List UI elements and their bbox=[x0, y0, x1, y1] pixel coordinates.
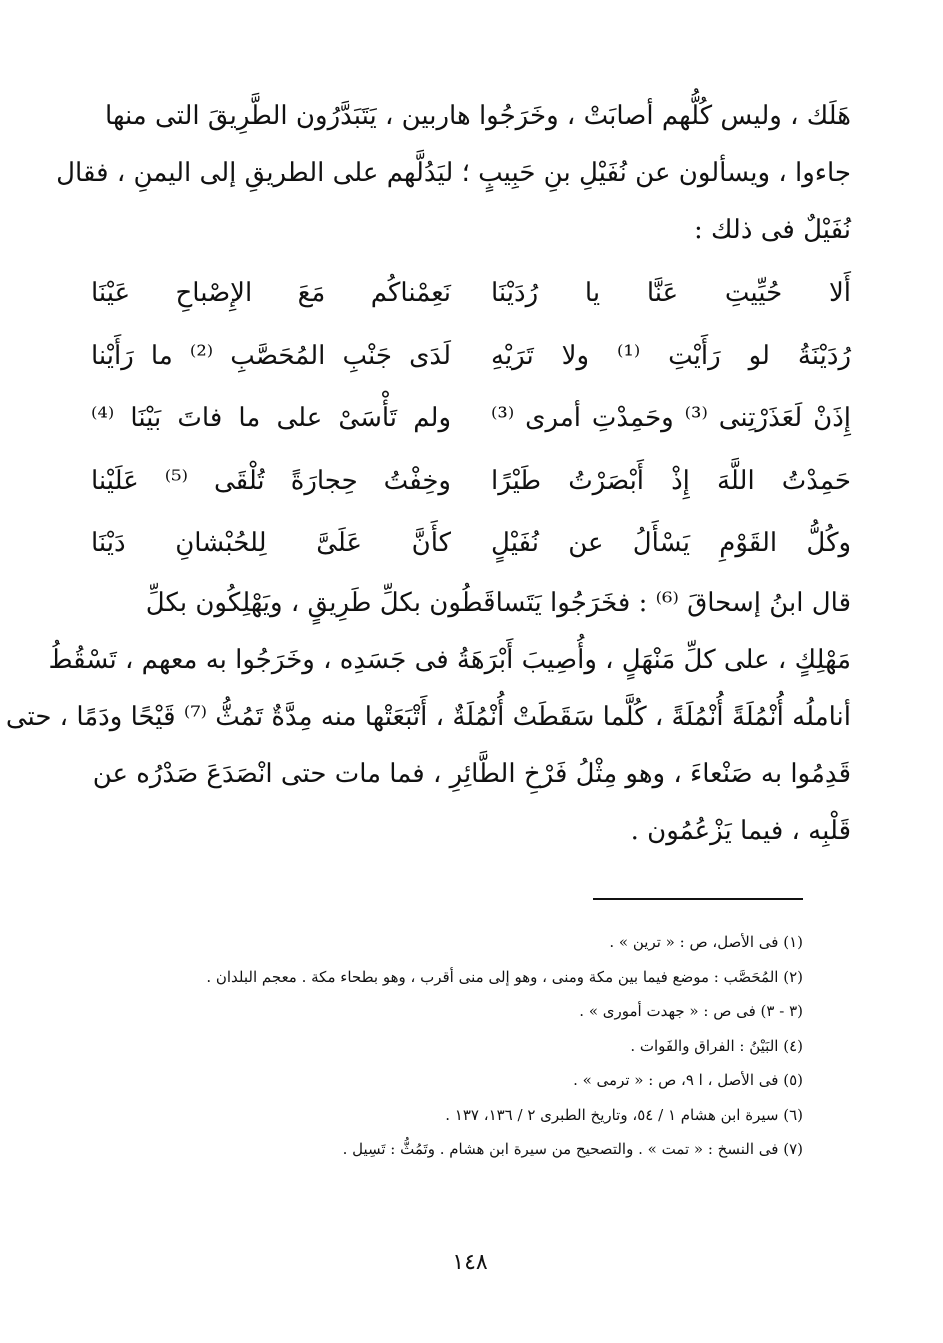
footnote: (٣ - ٣) فى ص : « جهدت أمورى » . bbox=[579, 1002, 803, 1020]
narrative-paragraph bbox=[5, 575, 851, 860]
verse-first-hemistich: إِذَنْ لَعَذَرْتِنى ⁽³⁾ وحَمِدْتِ أمرى ⁽³⁾ bbox=[491, 403, 852, 433]
verse-second-hemistich: وخِفْتُ حِجارَةً تُلْقَى ⁽⁵⁾ عَلَيْنا bbox=[91, 465, 451, 496]
intro-line: جاءوا ، ويسألون عن نُفَيْلِ بنِ حَبِيبٍ ؛ ليَدُلَّهم على الطريقِ إلى اليمنِ ، فقال bbox=[56, 158, 851, 188]
verse-second-hemistich: نَعِمْناكُم مَعَ الإِصْباحِ عَيْنَا bbox=[91, 278, 451, 308]
footnote: (٧) فى النسخ : « تمت » . والتصحيح من سيرة ابن هشام . وتَمُثُّ : تَسِيل . bbox=[342, 1140, 803, 1158]
verse-second-hemistich: كأَنَّ عَلَىَّ لِلحُبْشانِ دَيْنَا bbox=[91, 528, 451, 558]
intro-line: نُفَيْلٌ فى ذلك : bbox=[694, 215, 851, 245]
verse-first-hemistich: أَلا حُيِّيتِ عَنَّا يا رُدَيْنَا bbox=[491, 278, 851, 308]
verse-first-hemistich: رُدَيْنَةُ لو رَأَيْتِ ⁽¹⁾ ولا تَرَيْهِ bbox=[491, 340, 852, 371]
verse-second-hemistich: لَدَى جَنْبِ المُحَصَّبِ ⁽²⁾ ما رَأَيْنا bbox=[91, 340, 452, 371]
verse-line bbox=[91, 387, 851, 450]
verse-line bbox=[91, 325, 851, 388]
verse-second-hemistich: ولم تَأْسَىْ على ما فاتَ بَيْنَا ⁽⁴⁾ bbox=[91, 403, 451, 433]
footnote-divider bbox=[593, 898, 803, 900]
footnote: (١) فى الأصل، ص : « ترين » . bbox=[609, 933, 803, 951]
narrative-line: مَهْلِكٍ ، على كلِّ مَنْهَلٍ ، وأُصِيبَ أَبْرَهَةُ فى جَسَدِه ، وخَرَجُوا به معهم ، تَسْقُطُ bbox=[48, 645, 851, 675]
poem bbox=[91, 262, 851, 575]
intro-paragraph bbox=[56, 88, 851, 259]
page-number: ١٤٨ bbox=[452, 1250, 488, 1275]
footnotes bbox=[103, 925, 803, 1167]
intro-line: هَلَك ، وليس كُلُّهم أصابَتْ ، وخَرَجُوا هاربين ، يَتَبَدَّرُون الطَّرِيقَ التى منها bbox=[105, 101, 851, 131]
footnote: (٢) المُحَصَّب : موضع فيما بين مكة ومنى ، وهو إلى منى أقرب ، وهو بطحاء مكة . معجم البلدان . bbox=[206, 967, 803, 986]
footnote: (٦) سيرة ابن هشام ١ / ٥٤، وتاريخ الطبرى ٢ / ١٣٦، ١٣٧ . bbox=[445, 1105, 803, 1124]
narrative-line: قَدِمُوا به صَنْعاءَ ، وهو مِثْلُ فَرْخِ الطَّائِرِ ، فما مات حتى انْصَدَعَ صَدْرُه عن bbox=[92, 759, 851, 789]
verse-line bbox=[91, 512, 851, 575]
footnote: (٤) البَيْنُ : الفراق والفَوات . bbox=[630, 1036, 803, 1055]
verse-line bbox=[91, 262, 851, 325]
narrative-line: قَلْبِه ، فيما يَزْعُمُون . bbox=[630, 816, 851, 846]
footnote: (٥) فى الأصل ، ا ٩، ص : « ترمى » . bbox=[573, 1071, 803, 1089]
verse-first-hemistich: وكُلُّ القَوْمِ يَسْأَلُ عن نُفَيْلٍ bbox=[491, 528, 851, 558]
verse-line bbox=[91, 450, 851, 513]
narrative-line: أناملُه أُنْمُلَةً أُنْمُلَةً ، كُلَّما سَقَطَتْ أُنْمُلَةٌ ، أَتْبَعَتْها منه مِدَّةٌ تَمُثُّ ⁽⁷⁾ قَيْحًا ودَمًا ، حتى bbox=[5, 702, 851, 732]
narrative-line: قال ابنُ إسحاقَ ⁽⁶⁾ : فخَرَجُوا يَتَساقَطُون بكلِّ طَرِيقٍ ، ويَهْلِكُون بكلِّ bbox=[145, 588, 851, 618]
verse-first-hemistich: حَمِدْتُ اللَّهَ إِذْ أَبْصَرْتُ طَيْرًا bbox=[491, 465, 851, 496]
